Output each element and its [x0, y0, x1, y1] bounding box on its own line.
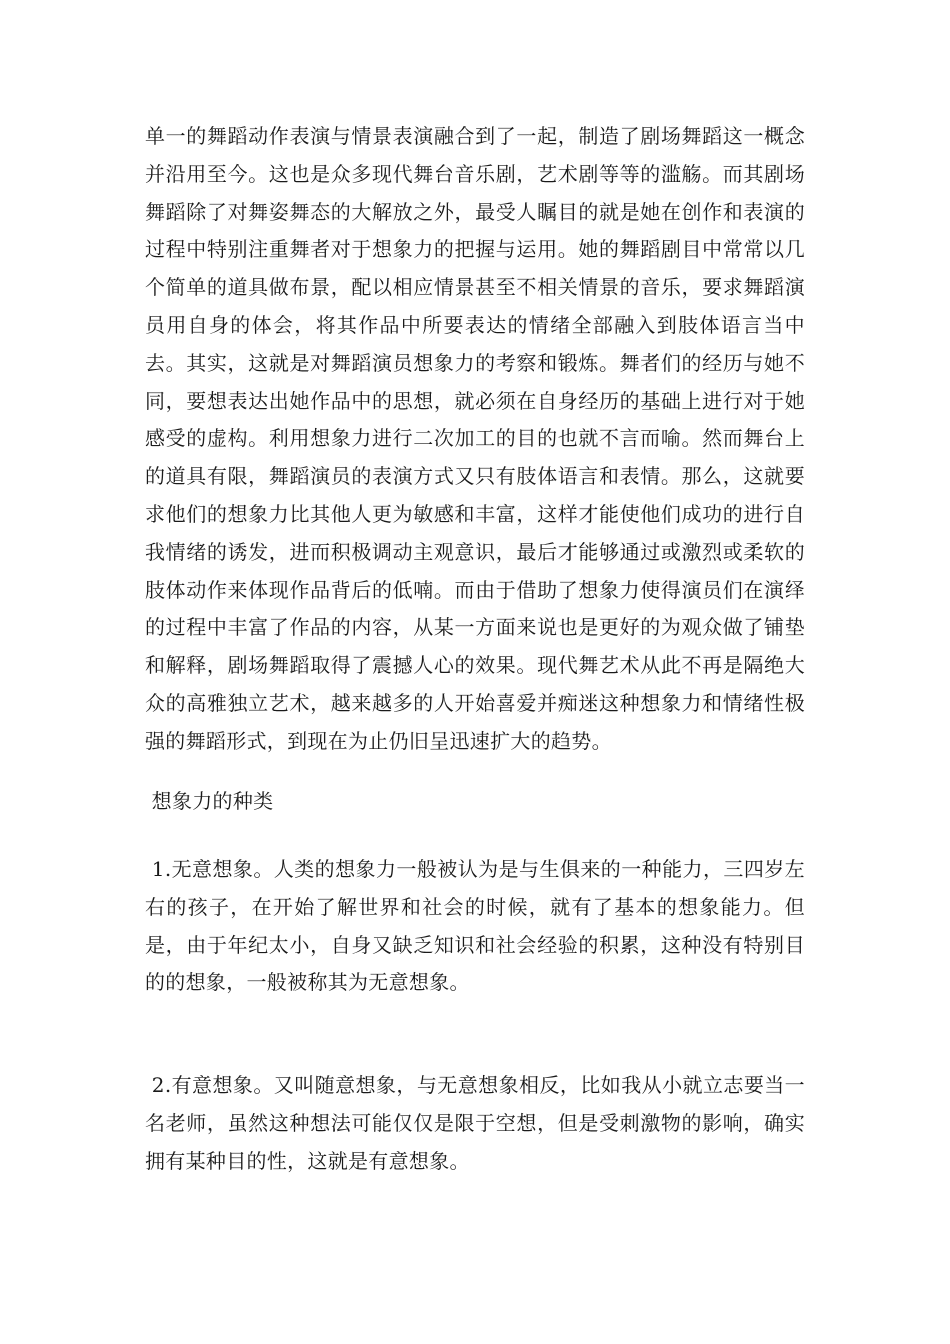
list-item-unintentional-imagination: 1.无意想象。人类的想象力一般被认为是与生俱来的一种能力，三四岁左右的孩子，在开始了解世界和社会的时候，就有了基本的想象能力。但是，由于年纪太小，自身又缺乏知识和社会经验的积累，这种没有特别目的的想象，一般被称其为无意想象。	[145, 857, 805, 995]
section-heading: 想象力的种类	[145, 789, 274, 813]
list-item-intentional-imagination: 2.有意想象。又叫随意想象，与无意想象相反，比如我从小就立志要当一名老师，虽然这种想法可能仅仅是限于空想，但是受刺激物的影响，确实拥有某种目的性，这就是有意想象。	[145, 1073, 805, 1173]
intro-paragraph: 单一的舞蹈动作表演与情景表演融合到了一起，制造了剧场舞蹈这一概念并沿用至今。这也是众多现代舞台音乐剧，艺术剧等等的滥觞。而其剧场舞蹈除了对舞姿舞态的大解放之外，最受人瞩目的就是她在创作和表演的过程中特别注重舞者对于想象力的把握与运用。她的舞蹈剧目中常常以几个简单的道具做布景，配以相应情景甚至不相关情景的音乐，要求舞蹈演员用自身的体会，将其作品中所要表达的情绪全部融入到肢体语言当中去。其实，这就是对舞蹈演员想象力的考察和锻炼。舞者们的经历与她不同，要想表达出她作品中的思想，就必须在自身经历的基础上进行对于她感受的虚构。利用想象力进行二次加工的目的也就不言而喻。然而舞台上的道具有限，舞蹈演员的表演方式又只有肢体语言和表情。那么，这就要求他们的想象力比其他人更为敏感和丰富，这样才能使他们成功的进行自我情绪的诱发，进而积极调动主观意识，最后才能够通过或激烈或柔软的肢体动作来体现作品背后的低喃。而由于借助了想象力使得演员们在演绎的过程中丰富了作品的内容，从某一方面来说也是更好的为观众做了铺垫和解释，剧场舞蹈取得了震撼人心的效果。现代舞艺术从此不再是隔绝大众的高雅独立艺术，越来越多的人开始喜爱并痴迷这种想象力和情绪性极强的舞蹈形式，到现在为止仍旧呈迅速扩大的趋势。	[145, 124, 805, 753]
